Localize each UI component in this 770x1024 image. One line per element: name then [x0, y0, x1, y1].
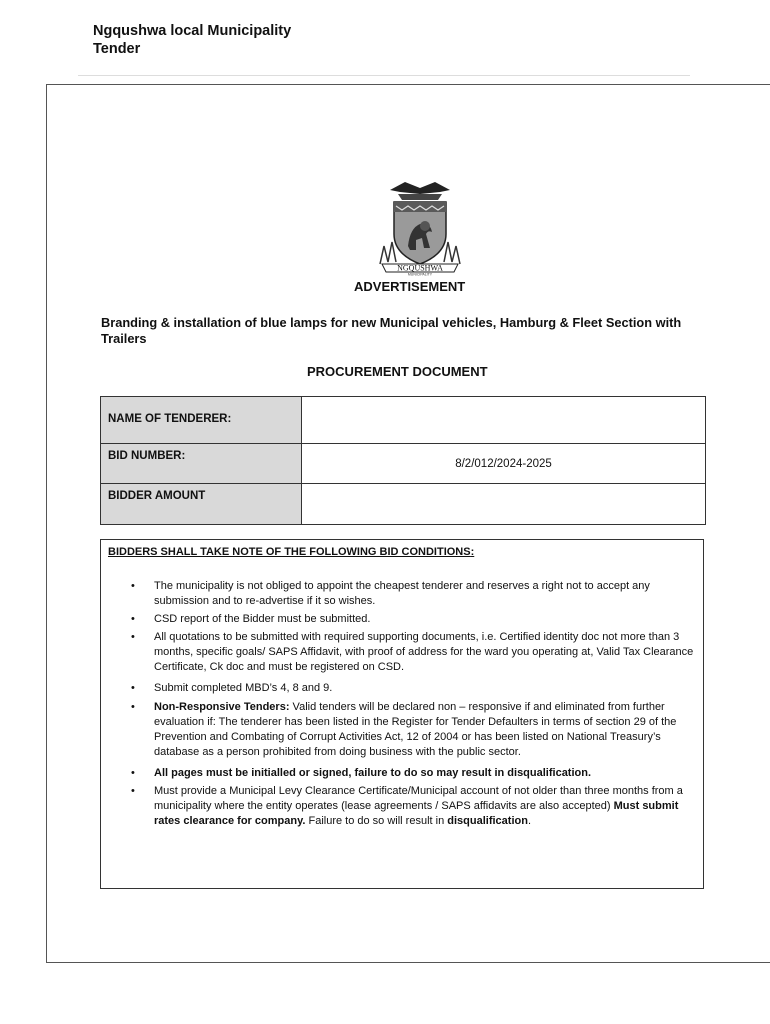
procurement-title: PROCUREMENT DOCUMENT: [307, 364, 488, 379]
tender-info-table: [100, 396, 706, 525]
list-item: • Non-Responsive Tenders: Valid tenders will be declared non – responsive if and eliminated from further evaluation if: The tenderer has been listed in the Register for Tender Defaulters in terms of section 29 of the Prevention and Combating of Corrupt Activities Act, 12 of 2004 or has been listed on National Treasury’s database as a person prohibited from doing business with the public sector.: [101, 700, 703, 760]
tenderer-value: [302, 397, 706, 444]
bidder-amount-value: [302, 484, 706, 525]
tenderer-label: NAME OF TENDERER:: [101, 397, 302, 444]
bid-number-label: BID NUMBER:: [101, 444, 302, 484]
table-row: [101, 397, 706, 444]
list-item: • Submit completed MBD’s 4, 8 and 9.: [101, 681, 703, 696]
bid-conditions-box: [100, 539, 704, 889]
table-row: [101, 484, 706, 525]
logo-text: NGQUSHWA: [397, 263, 443, 273]
municipality-name: Ngqushwa local Municipality: [93, 23, 292, 39]
conditions-list: [101, 579, 703, 832]
bid-number-value: 8/2/012/2024-2025: [302, 444, 706, 484]
header-tender: Tender: [93, 41, 141, 57]
header-divider: [78, 75, 690, 76]
conditions-title: BIDDERS SHALL TAKE NOTE OF THE FOLLOWING BID CONDITIONS:: [108, 546, 475, 558]
advertisement-heading: ADVERTISEMENT: [354, 279, 466, 294]
list-item: • All quotations to be submitted with required supporting documents, i.e. Certified identity doc not more than 3 months, specific goals/ SAPS Affidavit, with proof of address for the ward you operating at, Valid Tax Clearance Certificate, Ck doc and must be registered on CSD.: [101, 630, 703, 675]
list-item: • Must provide a Municipal Levy Clearance Certificate/Municipal account of not older than three months from a municipality where the entity operates (lease agreements / SAPS affidavits are also accepted) Must submit rates clearance for company. Failure to do so will result in disqualification.: [101, 784, 703, 829]
municipality-logo: [370, 176, 470, 276]
list-item: • CSD report of the Bidder must be submitted.: [101, 612, 703, 627]
tender-subject: Branding & installation of blue lamps for new Municipal vehicles, Hamburg & Fleet Section with Trailers: [101, 315, 682, 346]
bidder-amount-label: BIDDER AMOUNT: [101, 484, 302, 525]
page-header: [93, 22, 291, 58]
list-item: • The municipality is not obliged to appoint the cheapest tenderer and reserves a right not to accept any submission and to re-advertise if it so wishes.: [101, 579, 703, 609]
logo-subtext: MUNICIPALITY: [407, 272, 433, 276]
list-item: • All pages must be initialled or signed, failure to do so may result in disqualification.: [101, 766, 703, 781]
table-row: [101, 444, 706, 484]
